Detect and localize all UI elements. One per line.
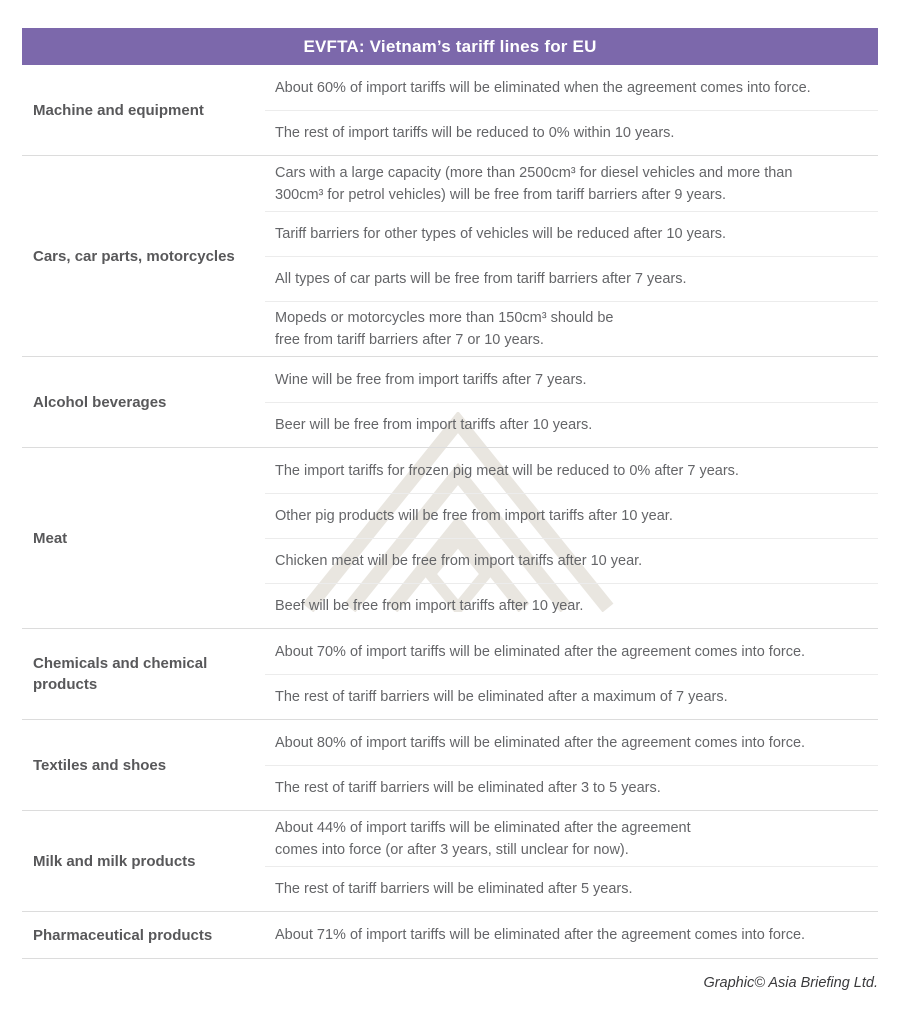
tariff-rows [265,65,878,155]
tariff-row [265,493,878,538]
section-pharmaceutical-products [22,911,878,958]
category-cell [22,65,265,155]
tariff-row-text: Beer will be free from import tariffs after 10 years. [275,417,593,433]
tariff-row [265,65,878,110]
tariff-row-text: Wine will be free from import tariffs after 7 years. [275,371,587,388]
section-alcohol-beverages [22,356,878,447]
tariff-row-text: All types of car parts will be free from tariff barriers after 7 years. [275,271,687,287]
tariff-rows [265,811,878,911]
tariff-row-text: About 44% of import tariffs will be eliminated after the agreement [275,819,691,836]
tariff-row-text: Beef will be free from import tariffs after 10 year. [275,598,584,614]
tariff-row-text: The import tariffs for frozen pig meat will be reduced to 0% after 7 years. [275,462,739,479]
tariff-rows [265,720,878,810]
tariff-row [265,110,878,155]
tariff-row [265,538,878,583]
tariff-row-text: Mopeds or motorcycles more than 150cm³ should be [275,310,614,326]
tariff-row [265,156,878,211]
tariff-row [265,866,878,911]
tariff-rows [265,629,878,719]
category-cell [22,448,265,628]
tariff-row-text: The rest of tariff barriers will be eliminated after a maximum of 7 years. [275,689,728,705]
tariff-row [265,211,878,256]
category-cell [22,811,265,911]
tariff-rows [265,912,878,958]
tariff-row-text: Cars with a large capacity (more than 2500cm³ for diesel vehicles and more than [275,164,793,181]
content [22,28,878,991]
tariff-row [265,583,878,628]
tariff-row [265,629,878,674]
category-label: Machine and equipment [33,101,204,119]
category-label: Pharmaceutical products [33,926,213,944]
tariff-row [265,912,878,958]
tariff-row [265,765,878,810]
category-cell [22,912,265,958]
tariff-row-text: comes into force (or after 3 years, still unclear for now). [275,841,629,858]
tariff-row [265,811,878,866]
page-title: EVFTA: Vietnam’s tariff lines for EU [303,36,597,56]
tariff-row-text: 300cm³ for petrol vehicles) will be free from tariff barriers after 9 years. [275,186,727,203]
tariff-table [22,65,878,959]
tariff-rows [265,448,878,628]
credit-text: Graphic© Asia Briefing Ltd. [703,975,878,991]
section-textiles-and-shoes [22,719,878,810]
category-cell [22,720,265,810]
tariff-row-text: The rest of tariff barriers will be eliminated after 5 years. [275,881,633,897]
tariff-row-text: Chicken meat will be free from import tariffs after 10 year. [275,553,643,569]
tariff-row [265,720,878,765]
tariff-rows [265,357,878,447]
tariff-row [265,256,878,301]
tariff-row-text: The rest of import tariffs will be reduced to 0% within 10 years. [275,125,675,141]
category-cell [22,156,265,356]
category-label: Meat [33,529,68,547]
tariff-row [265,448,878,493]
tariff-row [265,674,878,719]
tariff-row-text: About 80% of import tariffs will be eliminated after the agreement comes into force. [275,734,806,751]
tariff-row-text: The rest of tariff barriers will be eliminated after 3 to 5 years. [275,780,661,796]
category-label: Cars, car parts, motorcycles [33,247,235,265]
section-cars-car-parts-motorcycles [22,155,878,356]
credit-line [22,975,878,991]
tariff-row-text: About 60% of import tariffs will be eliminated when the agreement comes into force. [275,79,811,96]
section-meat [22,447,878,628]
tariff-row-text: About 71% of import tariffs will be eliminated after the agreement comes into force. [275,927,806,943]
tariff-row [265,357,878,402]
category-label: Textiles and shoes [33,756,167,774]
category-label: Milk and milk products [33,852,196,870]
category-cell [22,629,265,719]
section-chemicals-and-chemical-products [22,628,878,719]
section-milk-and-milk-products [22,810,878,911]
category-label: Chemicals and chemical products [33,655,208,693]
tariff-row [265,301,878,356]
tariff-row-text: About 70% of import tariffs will be eliminated after the agreement comes into force. [275,643,806,660]
category-cell [22,357,265,447]
tariff-rows [265,156,878,356]
tariff-row [265,402,878,447]
tariff-row-text: Tariff barriers for other types of vehicles will be reduced after 10 years. [275,226,727,242]
section-machine-and-equipment [22,65,878,155]
tariff-row-text: free from tariff barriers after 7 or 10 years. [275,332,544,348]
title-bar [22,28,878,65]
category-label: Alcohol beverages [33,393,167,411]
tariff-row-text: Other pig products will be free from import tariffs after 10 year. [275,508,673,524]
